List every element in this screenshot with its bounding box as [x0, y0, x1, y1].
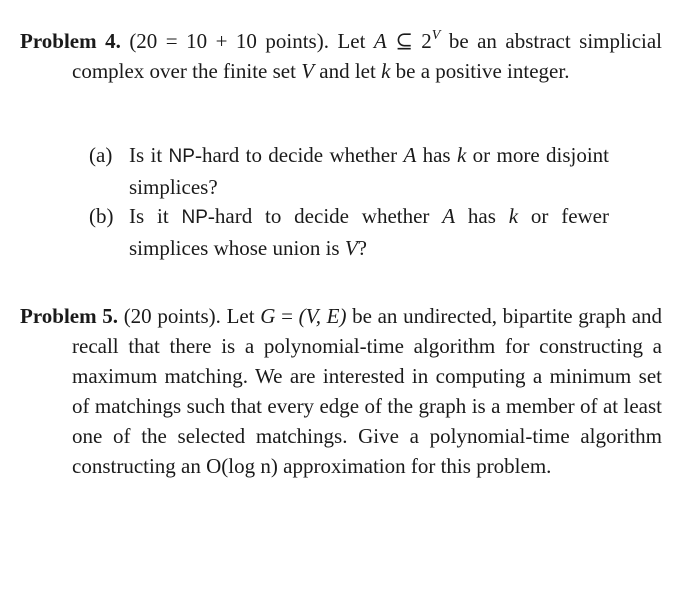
- var-a: A: [442, 204, 456, 228]
- part-b-text: Is it: [129, 204, 182, 228]
- problem-5-points: (20 points).: [123, 304, 221, 328]
- subset-symbol: ⊆: [386, 29, 422, 53]
- var-g: G: [260, 304, 276, 328]
- part-a-tag: (a): [89, 143, 113, 167]
- problem-5-text: Let: [220, 304, 261, 328]
- problem-5-label: Problem 5.: [20, 304, 119, 328]
- problem-4-points-sum: 10 + 10 points).: [186, 29, 329, 53]
- part-b-text: -hard to decide whether: [207, 204, 443, 228]
- problem-4: [20, 26, 662, 86]
- problem-4-eq: =: [157, 29, 187, 53]
- graph-tuple: (V, E): [298, 304, 347, 328]
- problem-4-label: Problem 4.: [20, 29, 121, 53]
- problem-4-text: be an abstract simplicial complex over the finite set: [72, 29, 662, 83]
- part-a-text: Is it: [129, 143, 169, 167]
- var-v: V: [301, 59, 315, 83]
- var-k: k: [456, 143, 467, 167]
- np-label: NP: [181, 207, 208, 228]
- power-set-exponent: V: [431, 28, 441, 43]
- problem-5-text: be an undirected, bipartite graph and recall that there is a polynomial-time algorithm for constructing a maximum matching. We are interested in computing a minimum set of matchings such that every edge of the graph is a member of at least one of the selected matchings. Give a polynomial-time algorithm constructing an: [72, 304, 663, 478]
- problem-4-text: and let: [314, 59, 382, 83]
- problem-4-text: Let: [328, 29, 374, 53]
- part-b-text: ?: [357, 236, 367, 260]
- part-a-text: -hard to decide whether: [194, 143, 404, 167]
- power-set-base: 2: [421, 29, 432, 53]
- part-b-text: has: [455, 204, 509, 228]
- part-a-text: or more disjoint simplices?: [129, 143, 610, 199]
- var-a: A: [373, 29, 387, 53]
- problem-4-points: (20: [129, 29, 158, 53]
- problem-4-part-a: [89, 140, 609, 202]
- problem-5-text: approximation for this problem.: [277, 454, 552, 478]
- var-a: A: [403, 143, 417, 167]
- problem-4-text: be a positive integer.: [390, 59, 570, 83]
- var-v: V: [344, 236, 358, 260]
- var-k: k: [508, 204, 519, 228]
- part-a-text: has: [416, 143, 457, 167]
- var-k: k: [381, 59, 391, 83]
- big-o-term: O(log n): [206, 454, 278, 478]
- problem-5-eq: =: [275, 304, 299, 328]
- problem-4-part-b: [89, 201, 609, 263]
- part-b-text: or fewer simplices whose union is: [129, 204, 609, 260]
- part-b-tag: (b): [89, 204, 114, 228]
- np-label: NP: [168, 146, 195, 167]
- problem-5: [20, 301, 662, 481]
